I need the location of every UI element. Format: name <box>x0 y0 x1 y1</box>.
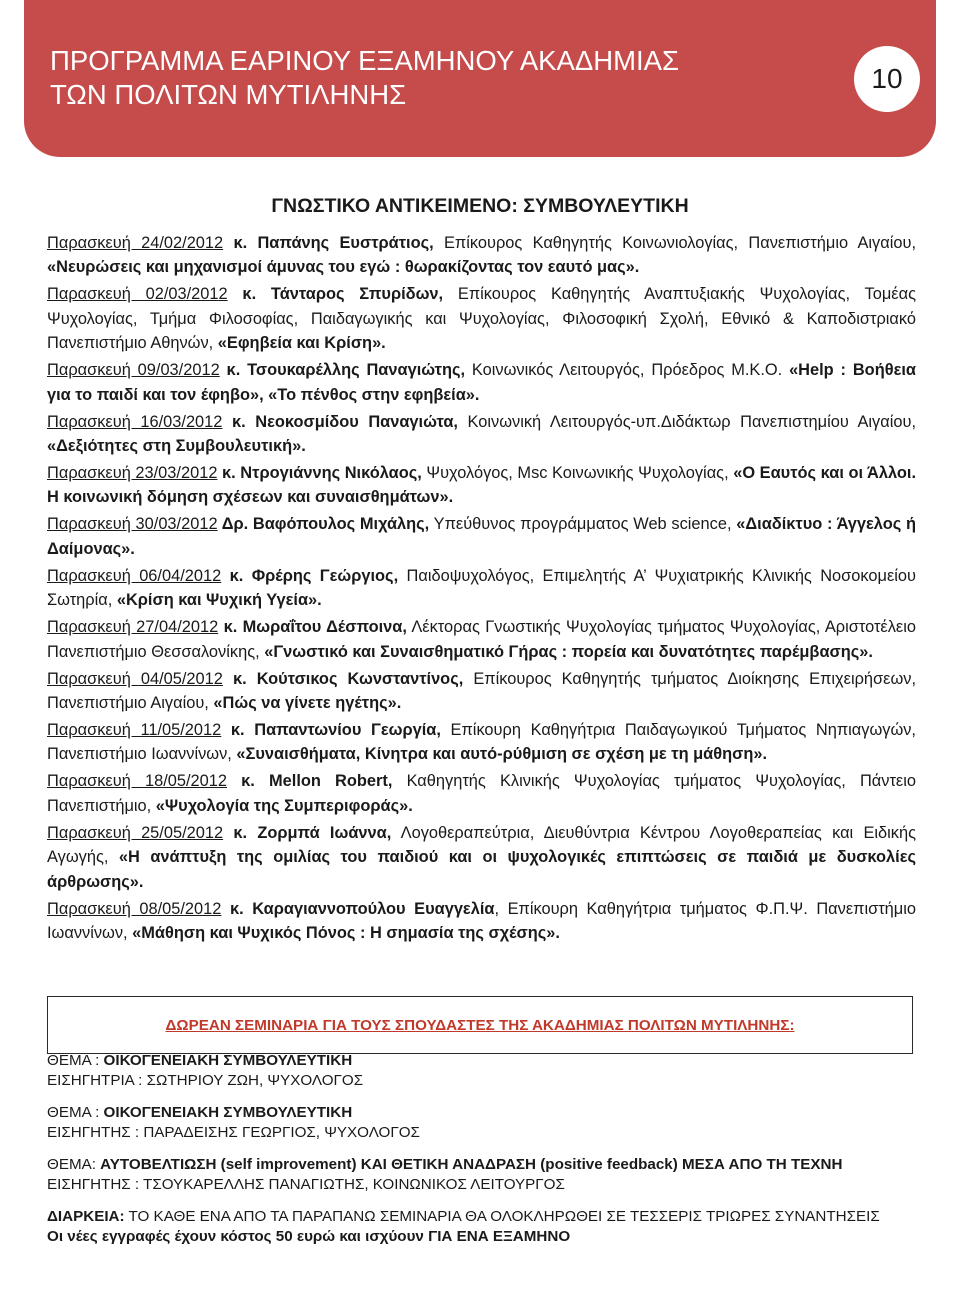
session-title: «Δεξιότητες στη Συμβουλευτική». <box>47 437 306 456</box>
seminar-list <box>47 1051 916 1246</box>
session-entry <box>47 358 916 407</box>
page-title-line-2: ΤΩΝ ΠΟΛΙΤΩΝ ΜΥΤΙΛΗΝΗΣ <box>50 79 407 110</box>
page-number-badge <box>854 46 920 112</box>
session-date: Παρασκευή 04/05/2012 <box>47 669 223 688</box>
session-role: Επίκουρος Καθηγητής τμήματος Διοίκησης Επιχειρήσεων, Πανεπιστήμιο Αιγαίου, <box>47 669 916 713</box>
session-entry <box>47 410 916 459</box>
session-date: Παρασκευή 16/03/2012 <box>47 412 223 431</box>
duration-text: ΤΟ ΚΑΘΕ ΕΝΑ ΑΠΟ ΤΑ ΠΑΡΑΠΑΝΩ ΣΕΜΙΝΑΡΙΑ ΘΑ ΟΛΟΚΛΗΡΩΘΕΙ ΣΕ ΤΕΣΣΕΡΙΣ ΤΡΙΩΡΕΣ ΣΥΝΑΝΤΗΣΕΙΣ <box>124 1208 880 1225</box>
session-date: Παρασκευή 09/03/2012 <box>47 361 220 380</box>
session-speaker: κ. Κούτσικος Κωνσταντίνος, <box>222 669 464 688</box>
session-role: Κοινωνική Λειτουργός-υπ.Διδάκτωρ Πανεπιστημίου Αιγαίου, <box>457 412 916 431</box>
session-entry <box>47 564 916 613</box>
duration-label: ΔΙΑΡΚΕΙΑ: <box>47 1208 125 1225</box>
session-title: «Γνωστικό και Συναισθηματικό Γήρας : πορεία και δυνατότητες παρέμβασης». <box>264 642 873 661</box>
session-entry <box>47 667 916 716</box>
seminar-theme <box>47 1155 916 1175</box>
seminar-entry <box>47 1155 916 1194</box>
session-date: Παρασκευή 30/03/2012 <box>47 515 218 534</box>
seminar-theme <box>47 1103 916 1123</box>
seminar-speaker: ΕΙΣΗΓΗΤΗΣ : ΠΑΡΑΔΕΙΣΗΣ ΓΕΩΡΓΙΟΣ, ΨΥΧΟΛΟΓΟΣ <box>47 1123 420 1141</box>
session-date: Παρασκευή 27/04/2012 <box>47 618 219 637</box>
session-title: «Μάθηση και Ψυχικός Πόνος : Η σημασία της σχέσης». <box>132 924 560 943</box>
session-role: Καθηγητής Κλινικής Ψυχολογίας τμήματος Ψυχολογίας, Πάντειο Πανεπιστήμιο, <box>47 772 916 815</box>
session-title: «Η ανάπτυξη της ομιλίας του παιδιού και οι ψυχολογικές επιπτώσεις σε παιδιά με δυσκολίες άρθρωσης». <box>47 848 916 891</box>
session-entry <box>47 461 916 510</box>
session-entry <box>47 897 916 946</box>
session-role: Κοινωνικός Λειτουργός, Πρόεδρος Μ.Κ.Ο. <box>465 361 790 380</box>
session-role: , Επίκουρη Καθηγήτρια τμήματος Φ.Π.Ψ. Πανεπιστήμιο Ιωαννίνων, <box>47 899 916 943</box>
session-speaker: κ. Μωραΐτου Δέσποινα, <box>218 618 407 637</box>
session-entry <box>47 512 916 561</box>
session-date: Παρασκευή 23/03/2012 <box>47 464 218 483</box>
free-seminars-heading: ΔΩΡΕΑΝ ΣΕΜΙΝΑΡΙΑ ΓΙΑ ΤΟΥΣ ΣΠΟΥΔΑΣΤΕΣ ΤΗΣ ΑΚΑΔΗΜΙΑΣ ΠΟΛΙΤΩΝ ΜΥΤΙΛΗΝΗΣ: <box>165 1016 795 1034</box>
session-title: «Ο Εαυτός και οι Άλλοι. Η κοινωνική δόμηση σχέσεων και συναισθημάτων». <box>47 464 916 507</box>
session-title: «Νευρώσεις και μηχανισμοί άμυνας του εγώ : θωρακίζοντας τον εαυτό μας». <box>47 258 640 277</box>
session-speaker: κ. Νεοκοσμίδου Παναγιώτα, <box>222 412 458 431</box>
seminar-entry <box>47 1051 916 1090</box>
seminar-theme <box>47 1051 916 1071</box>
session-role: Λογοθεραπεύτρια, Διευθύντρια Κέντρου Λογοθεραπείας και Ειδικής Αγωγής, <box>47 823 916 867</box>
session-role: Λέκτορας Γνωστικής Ψυχολογίας τμήματος Ψυχολογίας, Αριστοτέλειο Πανεπιστήμιο Θεσσαλονίκης, <box>47 618 917 661</box>
session-title: «Κρίση και Ψυχική Υγεία». <box>116 591 322 610</box>
seminar-theme-label: ΘΕΜΑ: <box>47 1156 101 1173</box>
session-date: Παρασκευή 06/04/2012 <box>47 566 222 585</box>
session-date: Παρασκευή 11/05/2012 <box>47 721 222 740</box>
seminar-entry <box>47 1103 916 1142</box>
session-speaker: κ. Τάνταρος Σπυρίδων, <box>227 285 444 304</box>
session-role: Υπεύθυνος προγράμματος Web science, <box>429 515 737 534</box>
seminar-theme-label: ΘΕΜΑ : <box>47 1104 104 1121</box>
session-date: Παρασκευή 08/05/2012 <box>47 899 222 918</box>
session-date: Παρασκευή 02/03/2012 <box>47 285 228 304</box>
session-date: Παρασκευή 25/05/2012 <box>47 823 224 842</box>
session-date: Παρασκευή 18/05/2012 <box>47 772 227 791</box>
session-title: «Ψυχολογία της Συμπεριφοράς». <box>155 796 413 815</box>
session-title: «Help : Βοήθεια για το παιδί και τον έφηβο», «Το πένθος στην εφηβεία». <box>47 361 916 404</box>
seminar-speaker: ΕΙΣΗΓΗΤΗΣ : ΤΣΟΥΚΑΡΕΛΛΗΣ ΠΑΝΑΓΙΩΤΗΣ, ΚΟΙΝΩΝΙΚΟΣ ΛΕΙΤΟΥΡΓΟΣ <box>47 1175 565 1193</box>
session-speaker: κ. Ζορμπά Ιωάννα, <box>223 823 392 842</box>
page-title <box>50 44 679 112</box>
free-seminars-box <box>47 996 913 1054</box>
session-title: «Συναισθήματα, Κίνητρα και αυτό-ρύθμιση σε σχέση με τη μάθηση». <box>236 745 768 764</box>
session-speaker: Δρ. Βαφόπουλος Μιχάλης, <box>217 515 430 534</box>
duration-note <box>47 1207 916 1227</box>
session-entry <box>47 769 916 818</box>
session-entry <box>47 282 916 355</box>
session-entry <box>47 718 916 767</box>
session-entry <box>47 821 916 894</box>
page-number: 10 <box>871 63 903 94</box>
seminar-theme-value: ΑΥΤΟΒΕΛΤΙΩΣΗ (self improvement) ΚΑΙ ΘΕΤΙΚΗ ΑΝΑΔΡΑΣΗ (positive feedback) ΜΕΣΑ ΑΠΟ ΤΗ ΤΕΧΝΗ <box>100 1156 843 1173</box>
session-speaker: κ. Mellon Robert, <box>227 772 393 791</box>
seminar-theme-value: ΟΙΚΟΓΕΝΕΙΑΚΗ ΣΥΜΒΟΥΛΕΥΤΙΚΗ <box>103 1104 353 1121</box>
session-speaker: κ. Καραγιαννοπούλου Ευαγγελία <box>221 899 495 918</box>
session-role: Επίκουρη Καθηγήτρια Παιδαγωγικού Τμήματος Νηπιαγωγών, Πανεπιστήμιο Ιωαννίνων, <box>47 721 916 764</box>
session-role: Ψυχολόγος, Msc Κοινωνικής Ψυχολογίας, <box>421 464 734 483</box>
page-header <box>24 0 936 157</box>
session-title: «Εφηβεία και Κρίση». <box>217 334 386 353</box>
session-date: Παρασκευή 24/02/2012 <box>47 234 224 252</box>
fee-note: Οι νέες εγγραφές έχουν κόστος 50 ευρώ και ισχύουν ΓΙΑ ΕΝΑ ΕΞΑΜΗΝΟ <box>47 1227 571 1245</box>
session-list <box>47 231 916 948</box>
session-speaker: κ. Φρέρης Γεώργιος, <box>221 566 399 585</box>
seminar-theme-value: ΟΙΚΟΓΕΝΕΙΑΚΗ ΣΥΜΒΟΥΛΕΥΤΙΚΗ <box>103 1052 353 1069</box>
session-role: Επίκουρος Καθηγητής Κοινωνιολογίας, Πανεπιστήμιο Αιγαίου, <box>433 234 916 252</box>
seminar-theme-label: ΘΕΜΑ : <box>47 1052 104 1069</box>
session-speaker: κ. Παπάνης Ευστράτιος, <box>223 234 434 252</box>
session-role: Επίκουρος Καθηγητής Αναπτυξιακής Ψυχολογίας, Τομέας Ψυχολογίας, Τμήμα Φιλοσοφίας, Παιδαγωγικής και Ψυχολογίας, Φιλοσοφική Σχολή, Εθνικό & Καποδιστριακό Πανεπιστήμιο Αθηνών, <box>47 285 916 353</box>
session-speaker: κ. Παπαντωνίου Γεωργία, <box>221 721 441 740</box>
page-title-line-1: ΠΡΟΓΡΑΜΜΑ ΕΑΡΙΝΟΥ ΕΞΑΜΗΝΟΥ ΑΚΑΔΗΜΙΑΣ <box>50 45 679 76</box>
session-entry <box>47 231 916 280</box>
seminar-speaker: ΕΙΣΗΓΗΤΡΙΑ : ΣΩΤΗΡΙΟΥ ΖΩΗ, ΨΥΧΟΛΟΓΟΣ <box>47 1071 364 1089</box>
session-title: «Διαδίκτυο : Άγγελος ή Δαίμονας». <box>47 515 916 558</box>
subject-heading: ΓΝΩΣΤΙΚΟ ΑΝΤΙΚΕΙΜΕΝΟ: ΣΥΜΒΟΥΛΕΥΤΙΚΗ <box>271 195 689 217</box>
session-entry <box>47 615 916 664</box>
session-role: Παιδοψυχολόγος, Επιμελητής Α’ Ψυχιατρικής Κλινικής Νοσοκομείου Σωτηρία, <box>47 566 916 610</box>
session-title: «Πώς να γίνετε ηγέτης». <box>213 694 402 713</box>
session-speaker: κ. Ντρογιάννης Νικόλαος, <box>217 464 422 483</box>
session-speaker: κ. Τσουκαρέλλης Παναγιώτης, <box>219 361 466 380</box>
